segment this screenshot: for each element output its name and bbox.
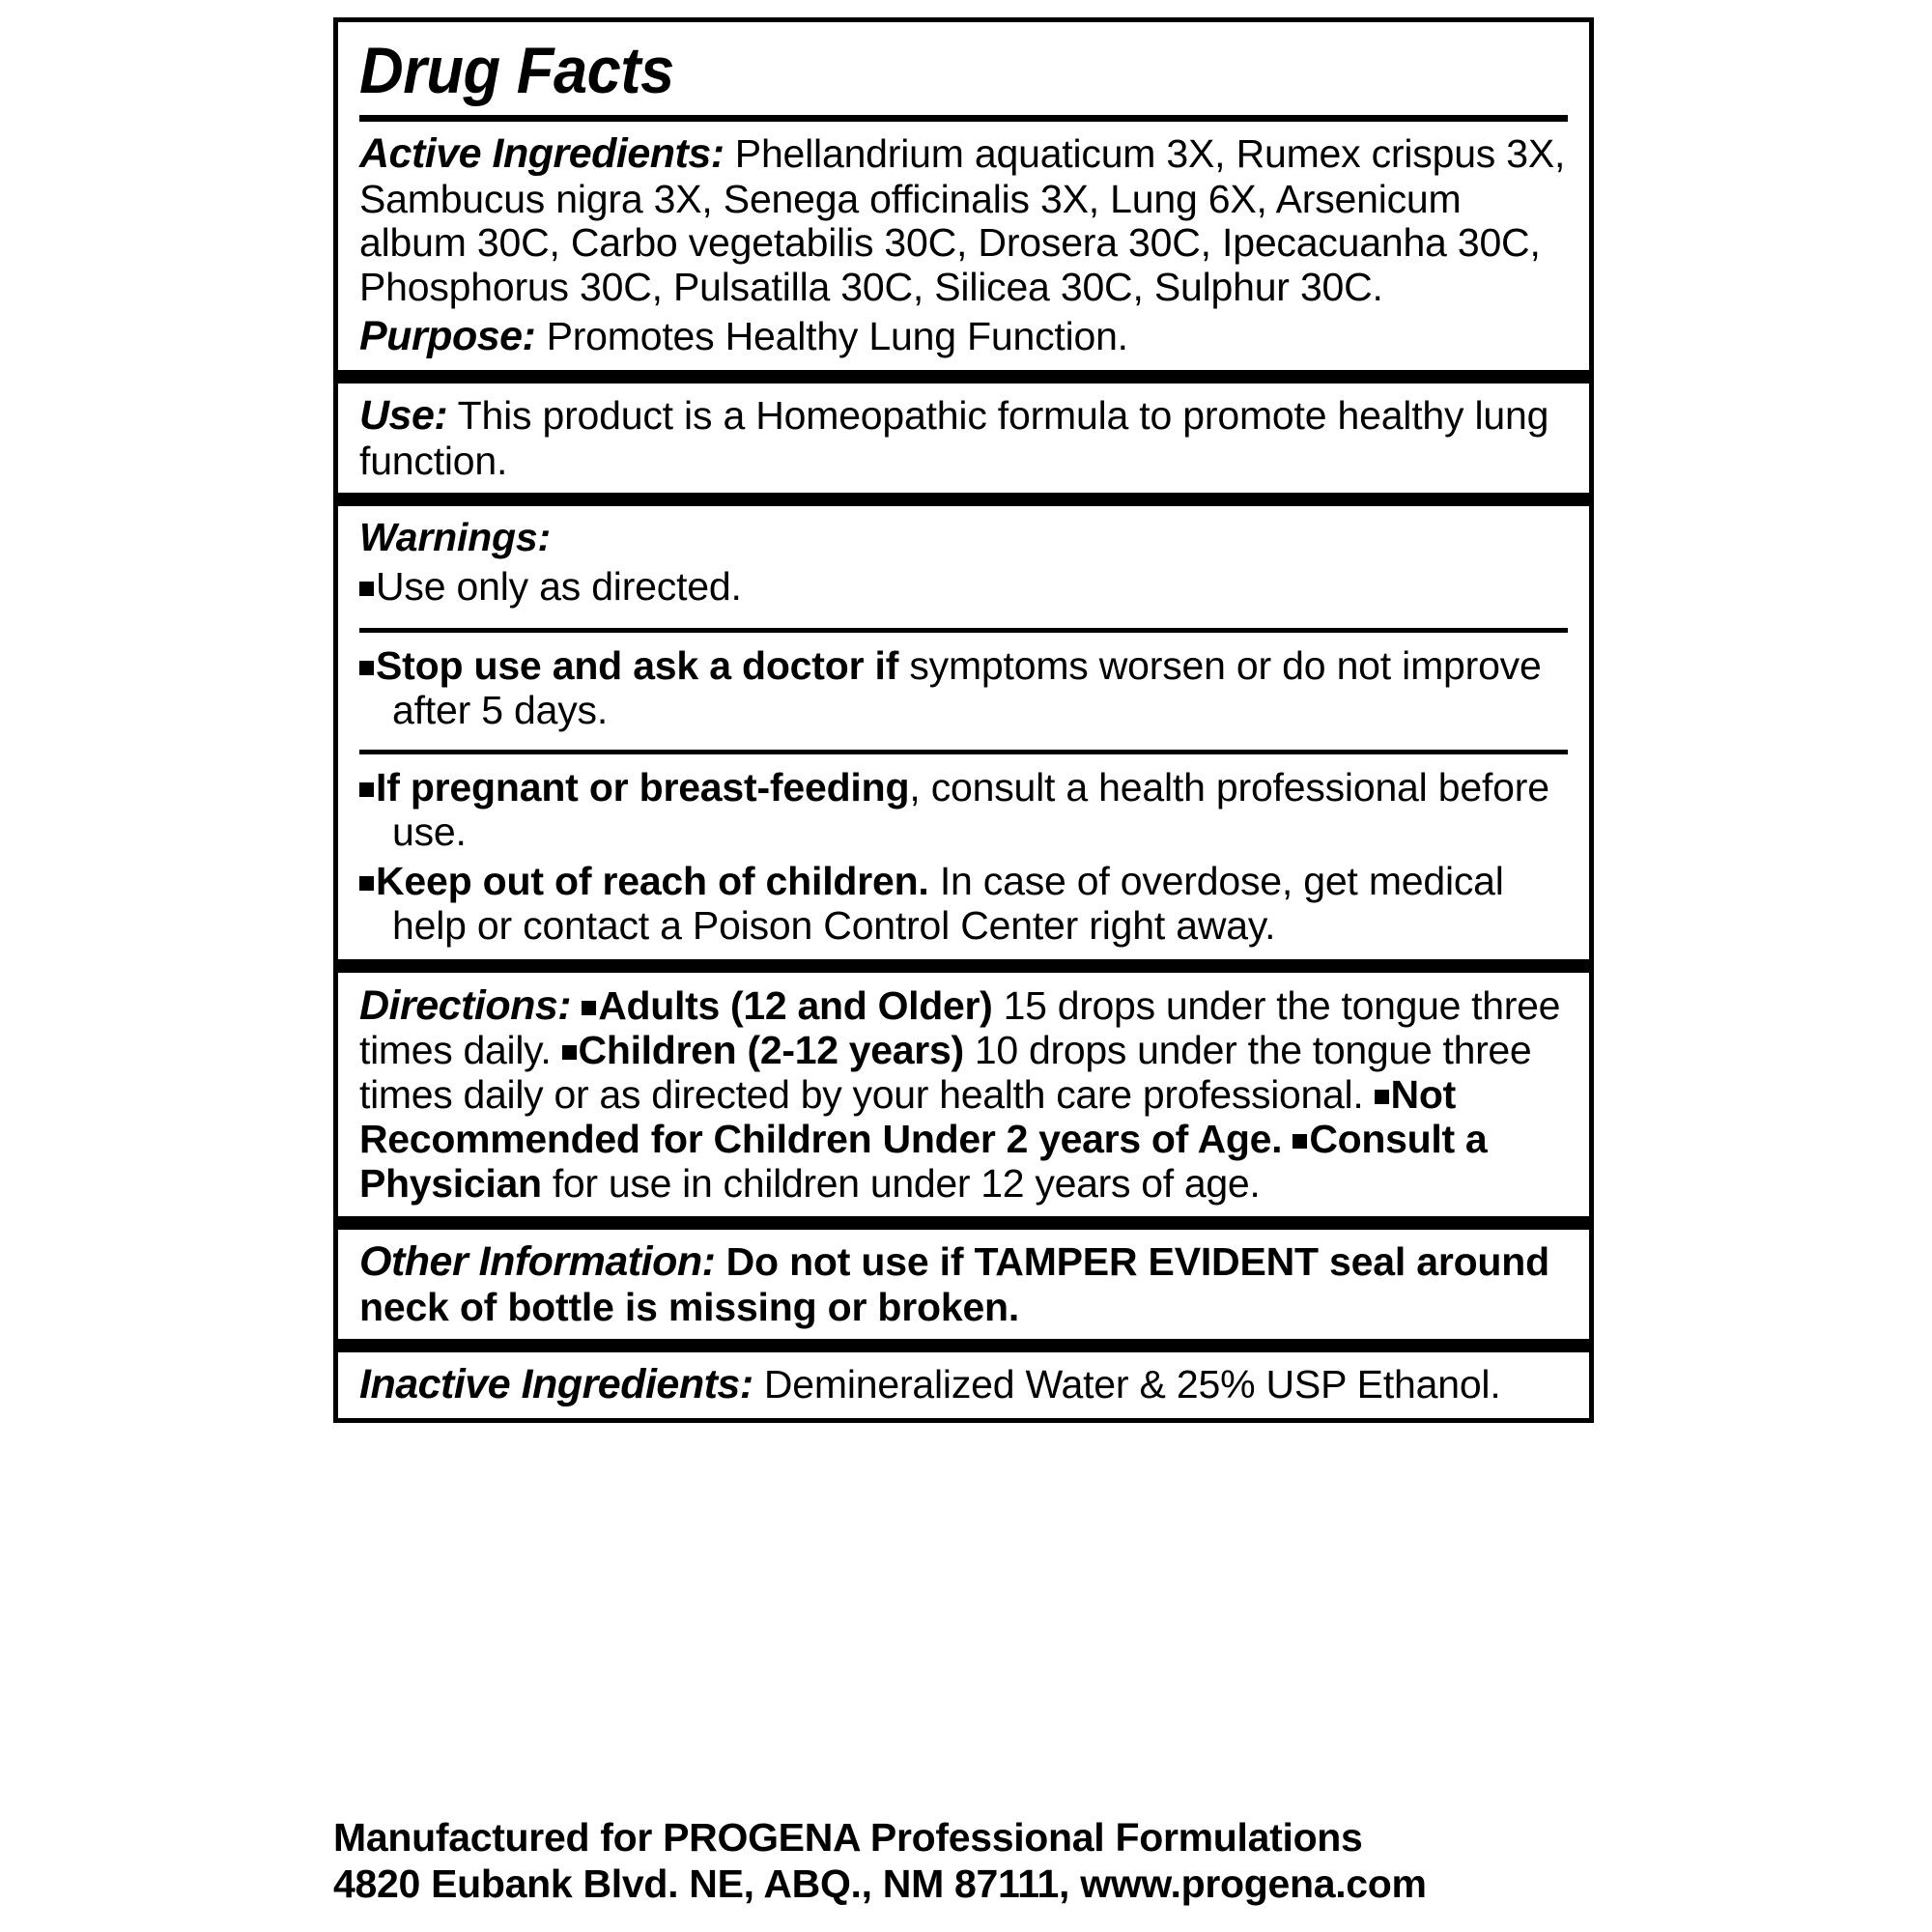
manufacturer-footer: [333, 1814, 1608, 1908]
directions-consult-text: for use in children under 12 years of age.: [541, 1161, 1261, 1207]
directions-adults-text: 15 drops under the tongue three times daily.: [359, 983, 1561, 1073]
warning-item-1: [359, 565, 1568, 610]
directions-children-bold: Children (2-12 years): [578, 1028, 964, 1073]
section-divider-3: [338, 959, 1589, 973]
purpose-label: Purpose:: [359, 313, 536, 360]
warning-item-2-text: symptoms worsen or do not improve after 5 days.: [392, 643, 1542, 732]
active-ingredients-text: Phellandrium aquaticum 3X, Rumex crispus 3X, Sambucus nigra 3X, Senega officinalis 3X, Lung 6X, Arsenicum album 30C, Carbo vegetabilis 30C, Drosera 30C, Ipecacuanha 30C, Phosphorus 30C, Pulsatilla 30C, Silicea 30C, Sulphur 30C.: [359, 131, 1566, 309]
warning-item-3-bold: If pregnant or breast-feeding: [376, 765, 910, 810]
directions-adults-bold: Adults (12 and Older): [598, 983, 993, 1029]
directions-label: Directions:: [359, 982, 572, 1030]
directions-not-recommended-text: [1282, 1117, 1293, 1161]
other-information-paragraph: [359, 1239, 1568, 1329]
purpose-text: Promotes Healthy Lung Function.: [546, 314, 1128, 359]
warning-item-4-bold: Keep out of reach of children.: [376, 859, 929, 904]
bullet-square-icon: [359, 782, 374, 797]
section-inactive-ingredients: [338, 1352, 1589, 1418]
use-label: Use:: [359, 391, 448, 439]
warnings-heading: Warnings:: [359, 515, 551, 560]
warning-item-1-text: Use only as directed.: [376, 563, 742, 609]
warnings-inner-divider-2: [359, 750, 1568, 754]
section-use: [338, 384, 1589, 493]
section-divider-1: [338, 370, 1589, 384]
bullet-square-icon: [1293, 1134, 1307, 1149]
warning-item-2-bold: Stop use and ask a doctor if: [376, 643, 899, 689]
drug-facts-title-row: [338, 22, 1589, 107]
active-ingredients-paragraph: [359, 131, 1568, 309]
other-information-label: Other Information:: [359, 1237, 716, 1285]
section-divider-4: [338, 1216, 1589, 1230]
purpose-paragraph: [359, 314, 1568, 360]
use-paragraph: [359, 393, 1568, 483]
page-title: Drug Facts: [359, 34, 674, 107]
section-divider-2: [338, 493, 1589, 506]
bullet-square-icon: [562, 1045, 577, 1060]
other-information-text: Do not use if TAMPER EVIDENT seal around neck of bottle is missing or broken.: [359, 1238, 1549, 1329]
inactive-ingredients-paragraph: [359, 1362, 1568, 1408]
bullet-square-icon: [359, 876, 374, 891]
warning-item-2: [359, 644, 1568, 732]
drug-facts-panel: [333, 17, 1594, 1423]
warnings-inner-divider-1: [359, 628, 1568, 633]
footer-line-2: 4820 Eubank Blvd. NE, ABQ., NM 87111, www.progena.com: [333, 1861, 1427, 1907]
bullet-square-icon: [359, 582, 374, 596]
title-divider: [359, 115, 1568, 122]
use-text: This product is a Homeopathic formula to promote healthy lung function.: [359, 392, 1549, 483]
directions-consult-bold: Consult a Physician: [359, 1117, 1488, 1207]
active-ingredients-label: Active Ingredients:: [359, 130, 724, 177]
warning-item-4-text: In case of overdose, get medical help or contact a Poison Control Center right away.: [392, 859, 1504, 948]
section-active-ingredients: [338, 122, 1589, 370]
section-warnings-2: [338, 642, 1589, 740]
section-other-information: [338, 1230, 1589, 1339]
warning-item-3-text: , consult a health professional before use.: [392, 765, 1549, 854]
section-divider-5: [338, 1339, 1589, 1352]
directions-children-text: 10 drops under the tongue three times daily or as directed by your health care professional.: [359, 1028, 1532, 1118]
footer-line-1: Manufactured for PROGENA Professional Formulations: [333, 1815, 1363, 1860]
section-directions: [338, 973, 1589, 1216]
bullet-square-icon: [359, 661, 374, 675]
inactive-ingredients-text: Demineralized Water & 25% USP Ethanol.: [763, 1362, 1501, 1407]
directions-not-recommended-bold: Not Recommended for Children Under 2 years of Age.: [359, 1072, 1456, 1162]
directions-paragraph: [359, 982, 1568, 1207]
warning-item-4: [359, 860, 1568, 948]
warning-item-3: [359, 766, 1568, 854]
section-warnings: [338, 506, 1589, 618]
section-warnings-3: [338, 764, 1589, 959]
bullet-square-icon: [582, 1001, 596, 1015]
inactive-ingredients-label: Inactive Ingredients:: [359, 1361, 753, 1408]
bullet-square-icon: [1375, 1090, 1389, 1104]
